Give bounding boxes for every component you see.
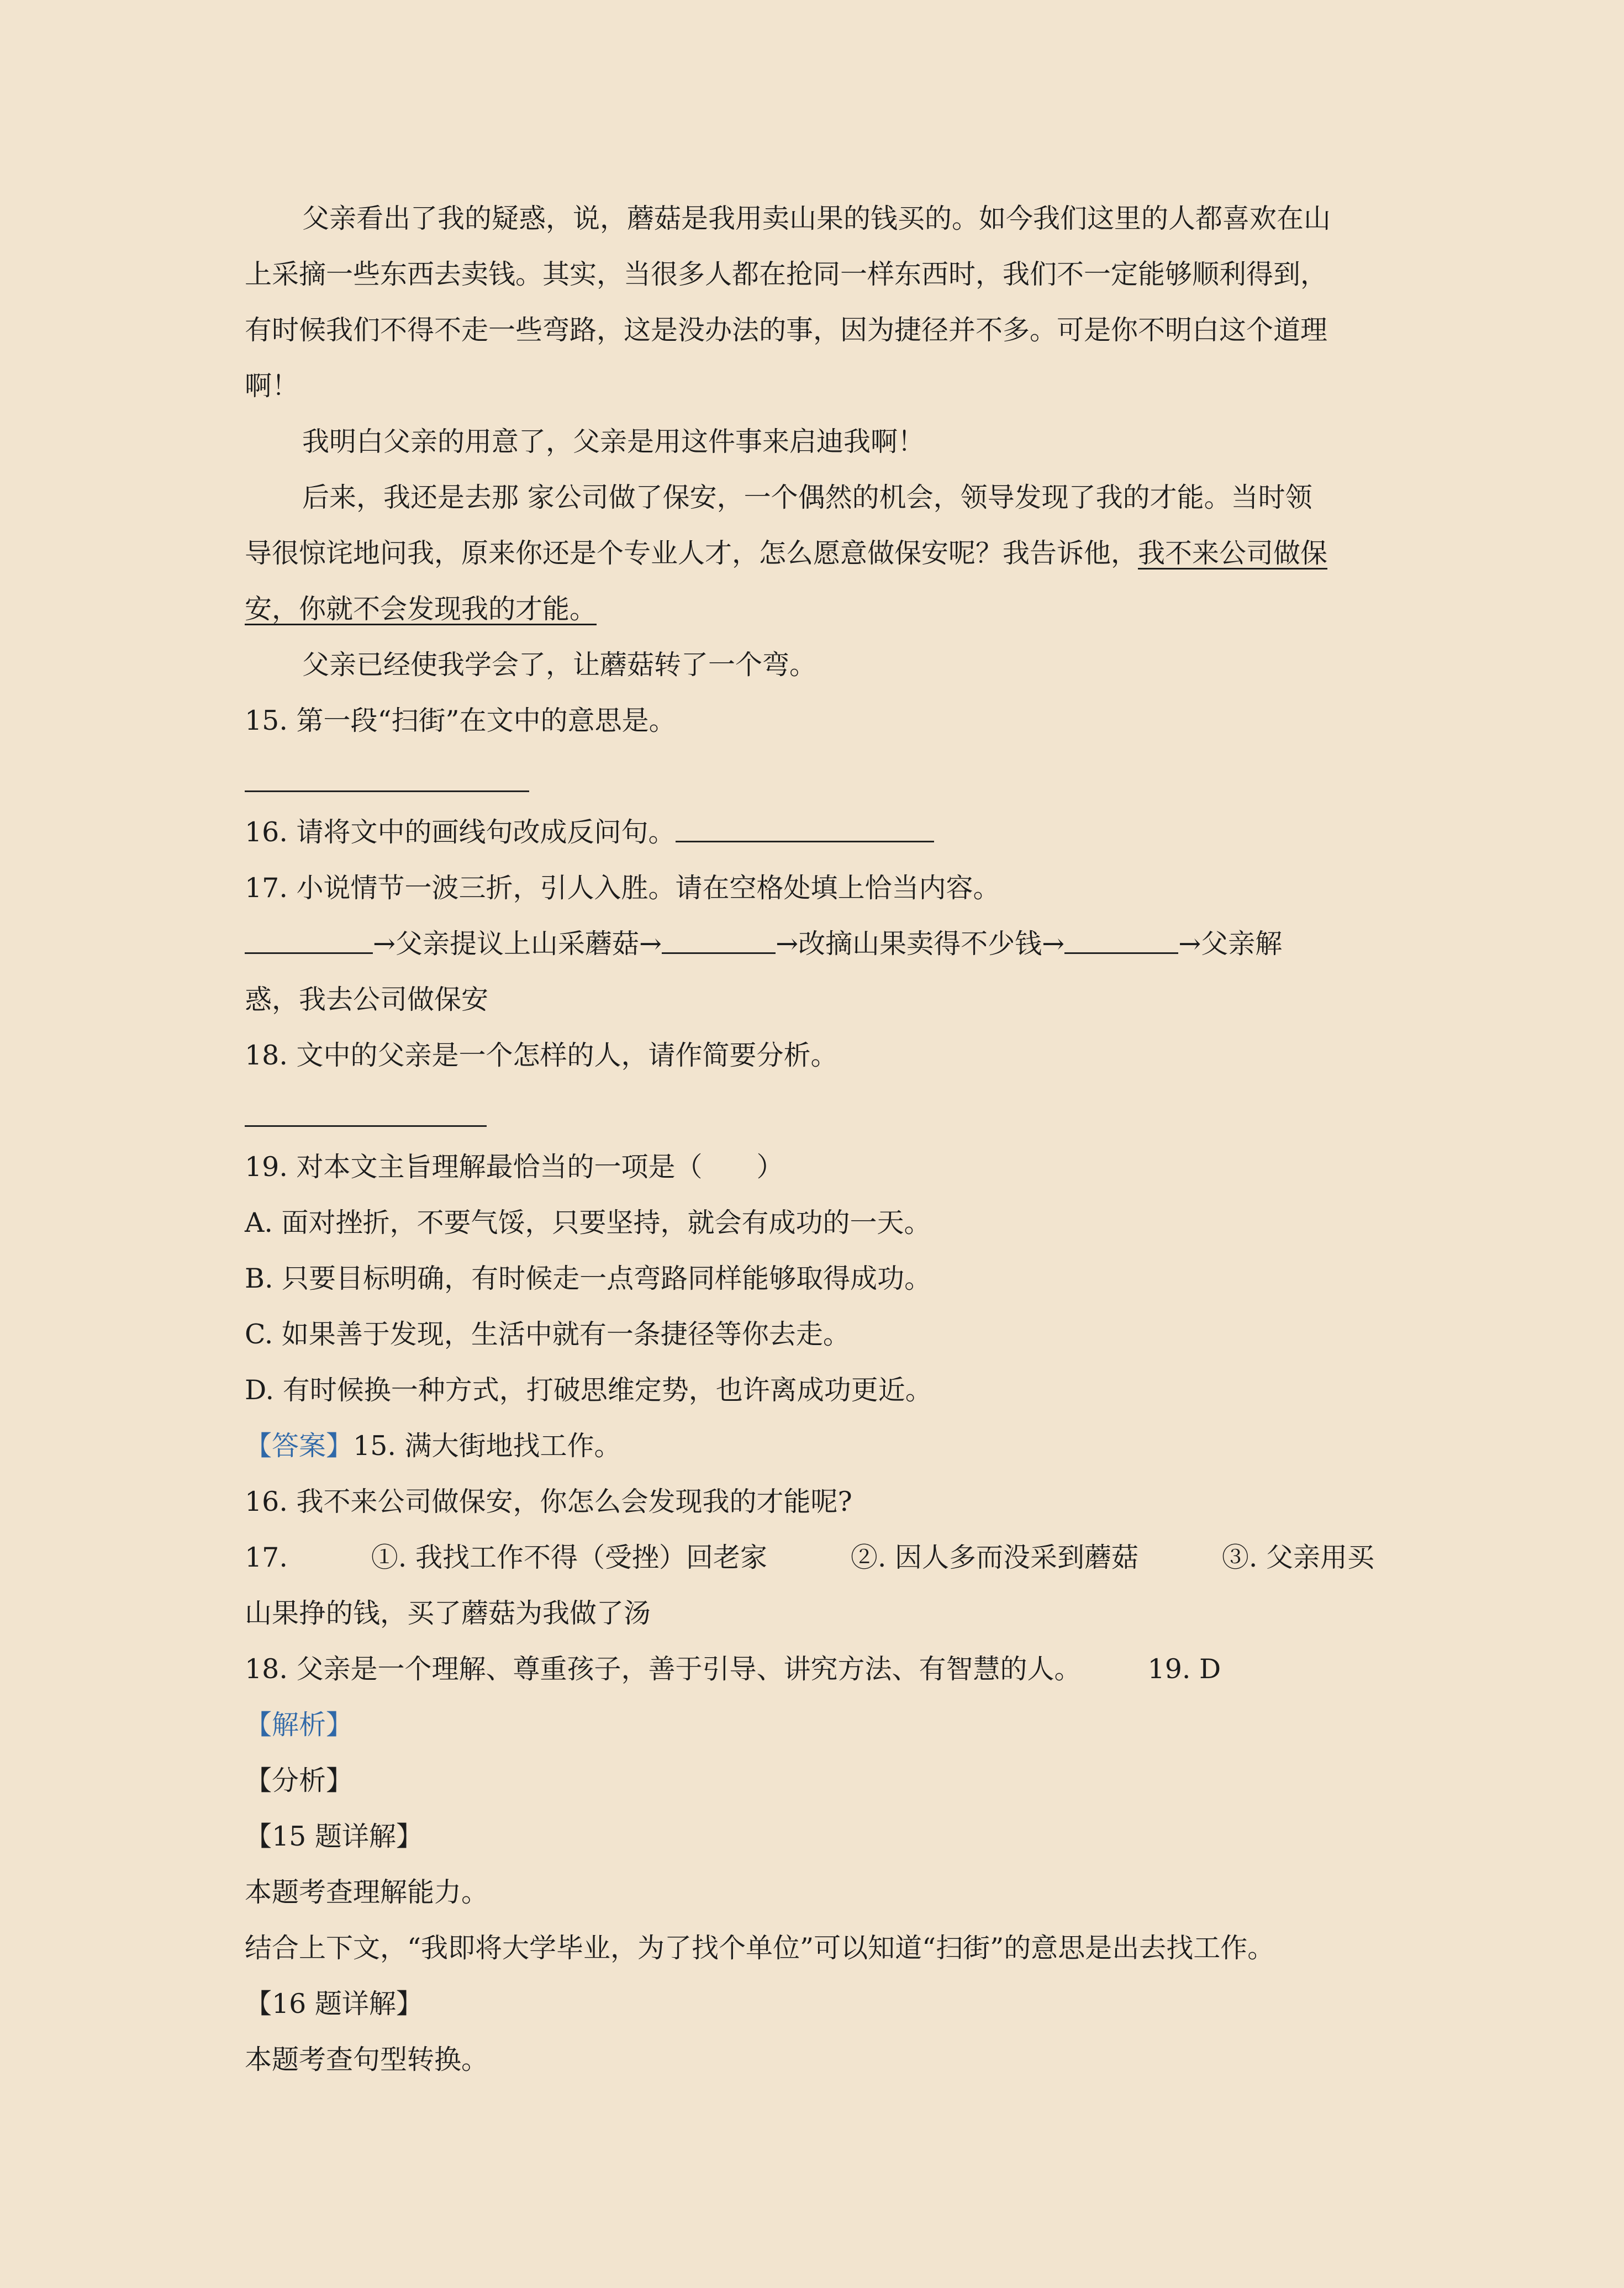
passage-para3-line3 [245,581,1374,637]
document-page [245,191,1374,2087]
answer-17-item-2: ②. 因人多而没采到蘑菇 [850,1542,1138,1573]
plot-blank-3 [1064,921,1178,954]
detail-16-line1: 本题考查句型转换。 [245,2044,489,2075]
detail-15-line2: 结合上下文，“我即将大学毕业，为了找个单位”可以知道“扫街”的意思是出去找工作。 [245,1932,1275,1964]
passage-para3-line2-text: 导很惊诧地问我，原来你还是个专业人才，怎么愿意做保安呢？我告诉他， [245,537,1138,569]
answer-blank-rule [245,1125,487,1127]
plot-step-b: →改摘山果卖得不少钱→ [776,928,1065,960]
question-17: 17. 小说情节一波三折，引人入胜。请在空格处填上恰当内容。 [245,872,1000,904]
detail-15-title: 【15 题详解】 [245,1821,423,1852]
plot-step-c: →父亲解 [1178,928,1283,960]
answer-tag: 【答案】 [245,1430,354,1462]
underlined-sentence-part2: 安，你就不会发现我的才能。 [245,593,597,625]
passage-para2: 我明白父亲的用意了，父亲是用这件事来启迪我啊！ [302,426,925,457]
option-a: A. 面对挫折，不要气馁，只要坚持，就会有成功的一天。 [245,1207,931,1238]
answer-17-row [245,1530,1374,1585]
analysis-tag-line [245,1697,1374,1753]
plot-blank-2 [662,921,776,954]
detail-15-line1: 本题考查理解能力。 [245,1876,489,1908]
passage-para1-line2: 上采摘一些东西去卖钱。其实，当很多人都在抢同一样东西时，我们不一定能够顺利得到， [245,259,1328,290]
passage-para1-line4: 啊！ [245,370,299,402]
answer-18: 18. 父亲是一个理解、尊重孩子，善于引导、讲究方法、有智慧的人。 [245,1653,1082,1685]
answer-blank-18 [245,1083,1374,1139]
question-17-flow [245,916,1374,972]
answer-19: 19. D [1147,1653,1221,1685]
answer-16: 16. 我不来公司做保安，你怎么会发现我的才能呢? [245,1486,852,1517]
answer-15: 15. 满大街地找工作。 [353,1430,621,1462]
answer-17-item-1: ①. 我找工作不得（受挫）回老家 [371,1542,767,1573]
passage-para3-line2 [245,525,1374,581]
answer-17-number: 17. [245,1542,288,1573]
option-c: C. 如果善于发现，生活中就有一条捷径等你去走。 [245,1319,850,1350]
option-b: B. 只要目标明确，有时候走一点弯路同样能够取得成功。 [245,1263,932,1294]
plot-blank-1 [245,921,373,954]
underlined-sentence-part1: 我不来公司做保 [1138,537,1328,569]
answer-17-continued: 山果挣的钱，买了蘑菇为我做了汤 [245,1598,651,1629]
question-19: 19. 对本文主旨理解最恰当的一项是（ ） [245,1151,784,1183]
answer-blank-15 [245,748,1374,804]
answer-17-item-3: ③. 父亲用买 [1221,1542,1374,1573]
answer-18-19-line [245,1641,1374,1697]
question-16 [245,804,1374,860]
passage-para1-line3: 有时候我们不得不走一些弯路，这是没办法的事，因为捷径并不多。可是你不明白这个道理 [245,314,1328,346]
question-18: 18. 文中的父亲是一个怎样的人，请作简要分析。 [245,1040,838,1071]
analysis-fenxi: 【分析】 [245,1765,354,1796]
detail-16-title: 【16 题详解】 [245,1988,423,2020]
passage-para4: 父亲已经使我学会了，让蘑菇转了一个弯。 [302,649,817,681]
answer-blank-rule [245,790,529,792]
question-17-flow-end: 惑，我去公司做保安 [245,984,489,1015]
question-15: 15. 第一段“扫街”在文中的意思是。 [245,705,676,736]
analysis-tag: 【解析】 [245,1709,354,1741]
plot-step-a: →父亲提议上山采蘑菇→ [373,928,662,960]
answer-15-line [245,1418,1374,1474]
passage-para1-line1: 父亲看出了我的疑惑，说，蘑菇是我用卖山果的钱买的。如今我们这里的人都喜欢在山 [302,203,1331,234]
answer-blank-16 [676,810,934,842]
option-d: D. 有时候换一种方式，打破思维定势，也许离成功更近。 [245,1374,932,1406]
question-16-text: 16. 请将文中的画线句改成反问句。 [245,816,676,848]
passage-para3-line1: 后来，我还是去那 家公司做了保安，一个偶然的机会，领导发现了我的才能。当时领 [302,482,1312,513]
